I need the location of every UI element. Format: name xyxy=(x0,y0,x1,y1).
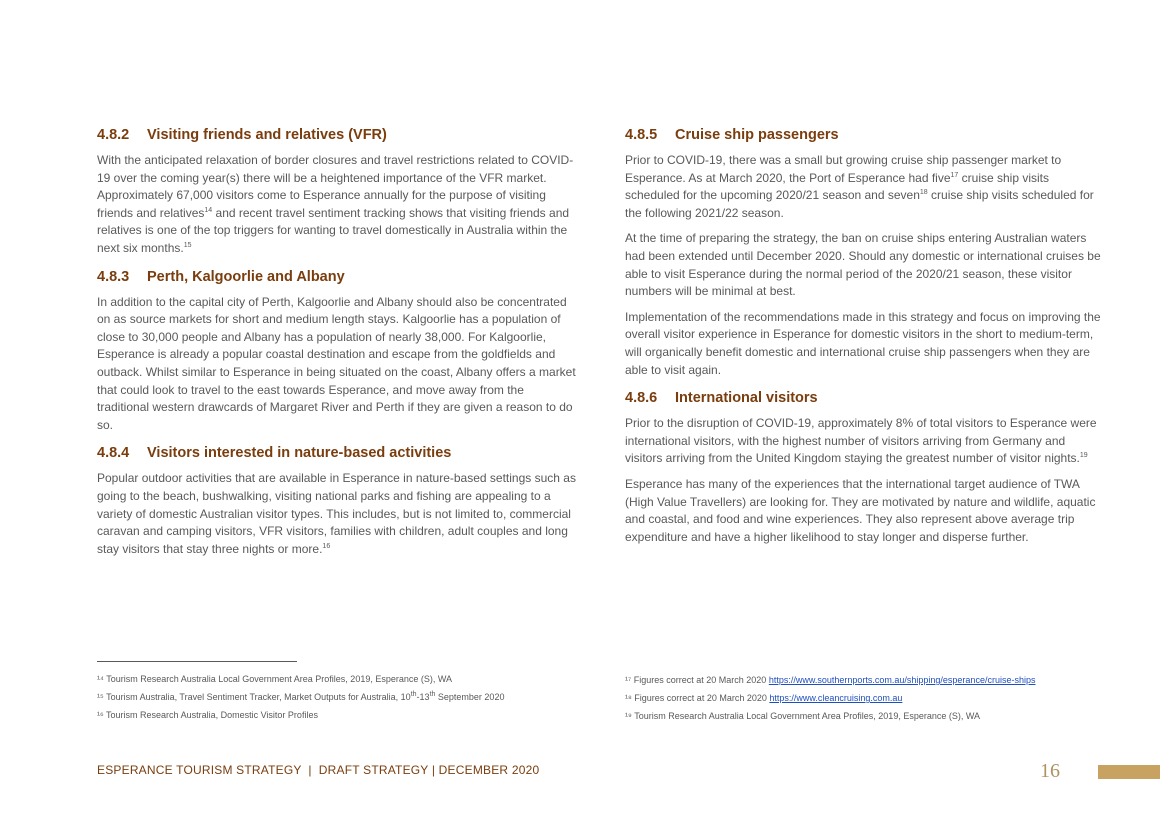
footnote xyxy=(97,706,577,724)
section-number: 4.8.2 xyxy=(97,127,130,143)
text-run: ¹⁴ Tourism Research Australia Local Government Area Profiles, 2019, Esperance (S), WA xyxy=(97,674,453,684)
paragraph xyxy=(625,230,1105,300)
footnote xyxy=(97,688,577,706)
text-run: With the anticipated relaxation of border closures and travel restrictions related to COVID-19 over the coming year(s) there will be a heightened importance of the VFR market. Approximately 67,000 visitors come to Esperance annually for the purpose of visiting friends and relatives xyxy=(97,153,574,220)
text-run: September 2020 xyxy=(435,692,505,702)
paragraph xyxy=(97,470,577,558)
footnote xyxy=(625,671,1125,689)
section-title: Visitors interested in nature-based activities xyxy=(147,445,452,462)
text-run: cruise ship visits scheduled for the following 2021/22 season. xyxy=(625,188,1094,220)
section-title: Visiting friends and relatives (VFR) xyxy=(147,127,387,143)
footnote-marker: 18 xyxy=(919,189,928,197)
section-4-8-2 xyxy=(97,126,577,258)
section-heading xyxy=(97,268,577,286)
footnote-marker: 17 xyxy=(950,171,959,179)
text-run: In addition to the capital city of Perth, Kalgoorlie and Albany should also be concentrated on as source markets for short and medium length stays. Kalgoorlie has a population of close to 30,000 people and Albany has a population of nearly 38,000. For Kalgoorlie, Esperance is already a popular coastal destination and escape from the goldfields and outback. Whilst similar to Esperance in being situated on the coast, Albany offers a market that could look to travel to the east towards Esperance, and move away from the traditional western drawcards of Margaret River and Perth if they are given a reason to do so. xyxy=(97,294,576,432)
footer-text: ESPERANCE TOURISM STRATEGY | DRAFT STRATEGY | DECEMBER 2020 xyxy=(97,763,540,777)
section-number: 4.8.6 xyxy=(625,390,658,407)
text-run: Esperance has many of the experiences that the international target audience of TWA (High Value Travellers) are looking for. They are motivated by nature and wildlife, aquatic and coastal, and food and wine experiences. They also represent above average trip expenditure and have a higher likelihood to stay longer and disperse further. xyxy=(625,476,1096,544)
section-heading xyxy=(97,126,577,144)
text-run: Prior to COVID-19, there was a small but growing cruise ship passenger market to Esperance. As at March 2020, the Port of Esperance had five xyxy=(625,153,1062,185)
paragraph xyxy=(625,309,1105,379)
section-heading xyxy=(97,444,577,462)
footnote-marker: 15 xyxy=(183,241,192,249)
section-number: 4.8.5 xyxy=(625,127,658,143)
section-4-8-5 xyxy=(625,126,1105,379)
text-run: Prior to the disruption of COVID-19, approximately 8% of total visitors to Esperance were international visitors, with the highest number of visitors arriving from Germany and visitors arriving from the United Kingdom staying the greatest number of visitor nights. xyxy=(625,416,1097,466)
text-run: ¹⁷ Figures correct at 20 March 2020 xyxy=(625,675,769,685)
footnote-link[interactable]: https://www.southernports.com.au/shipping/esperance/cruise-ships xyxy=(768,675,1036,685)
text-run: and recent travel sentiment tracking shows that visiting friends and relatives is one of the top triggers for wanting to travel domestically in Australia within the next six months. xyxy=(97,205,570,255)
text-run: cruise ship visits scheduled for the upcoming 2020/21 season and seven xyxy=(625,170,1050,203)
footnote xyxy=(625,689,1125,707)
footnote-marker: 16 xyxy=(322,542,331,550)
text-run: Popular outdoor activities that are available in Esperance in nature-based settings such as going to the beach, bushwalking, visiting national parks and fishing are appealing to a variety of domestic Australian visitor types. This includes, but is not limited to, commercial caravan and camping visitors, VFR visitors, families with children, adult couples and long stay visitors that stay three nights or more. xyxy=(97,471,576,556)
section-title: International visitors xyxy=(675,390,818,407)
paragraph xyxy=(97,294,577,435)
section-4-8-4 xyxy=(97,444,577,558)
section-title: Cruise ship passengers xyxy=(675,127,839,143)
footnotes-right xyxy=(625,671,1125,725)
footnote-marker: th xyxy=(410,691,417,698)
footnote xyxy=(625,707,1125,725)
footnote xyxy=(97,670,577,688)
text-run: -13 xyxy=(416,692,430,702)
footnotes-left xyxy=(97,661,577,724)
footnote-marker: th xyxy=(429,691,436,698)
page-number: 16 xyxy=(1040,760,1060,782)
text-run: ¹⁵ Tourism Australia, Travel Sentiment Tracker, Market Outputs for Australia, 10 xyxy=(97,692,411,702)
section-number: 4.8.3 xyxy=(97,268,130,285)
text-run: ¹⁶ Tourism Research Australia, Domestic Visitor Profiles xyxy=(97,710,318,720)
text-run: ¹⁸ Figures correct at 20 March 2020 xyxy=(625,693,770,703)
paragraph xyxy=(625,152,1105,222)
footnote-link[interactable]: https://www.cleancruising.com.au xyxy=(769,693,903,703)
right-column xyxy=(625,126,1105,556)
section-heading xyxy=(625,389,1105,407)
section-4-8-6 xyxy=(625,389,1105,546)
paragraph xyxy=(97,152,577,258)
text-run: At the time of preparing the strategy, the ban on cruise ships entering Australian waters had been extended until December 2020. Should any domestic or international cruises be able to visit Esperance during the normal period of the 2020/21 season, these visitor numbers will be minimal at best. xyxy=(625,231,1101,299)
text-run: ¹⁹ Tourism Research Australia Local Government Area Profiles, 2019, Esperance (S), WA xyxy=(625,711,981,721)
footnote-marker: 14 xyxy=(204,206,213,214)
paragraph xyxy=(625,415,1105,468)
text-run: Implementation of the recommendations made in this strategy and focus on improving the overall visitor experience in Esperance for domestic visitors in the short to medium-term, will organically benefit domestic and international cruise ship passengers when they are able to visit again. xyxy=(625,309,1101,377)
section-title: Perth, Kalgoorlie and Albany xyxy=(147,268,345,285)
footnote-divider xyxy=(97,661,297,662)
left-column xyxy=(97,126,577,568)
footnote-marker: 19 xyxy=(1079,452,1088,460)
section-number: 4.8.4 xyxy=(97,445,130,462)
section-4-8-3 xyxy=(97,268,577,435)
accent-bar xyxy=(1098,765,1160,779)
paragraph xyxy=(625,476,1105,546)
section-heading xyxy=(625,126,1105,144)
